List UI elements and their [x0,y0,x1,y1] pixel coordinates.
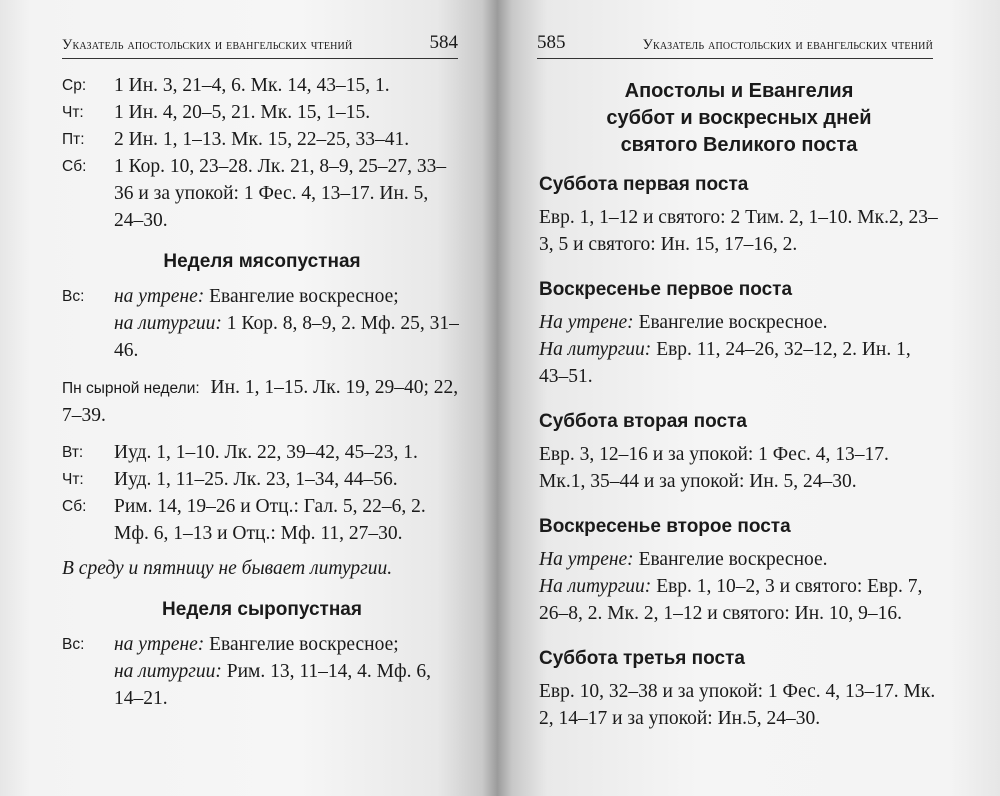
reading-entry [62,126,462,153]
reading-entry [62,99,462,126]
reading-text [114,283,462,364]
morning-label: на утрене: [114,634,205,655]
chapter-title-line2: суббот и воскресных дней [606,107,872,129]
reading-entry [62,72,462,99]
morning-label: на утрене: [114,286,205,307]
sunday-entry [62,283,462,364]
reading-text: Иуд. 1, 11–25. Лк. 23, 1–34, 44–56. [114,469,398,490]
right-content [539,72,939,732]
block-text [539,309,939,390]
reading-text: Рим. 14, 19–26 и Отц.: Гал. 5, 22–6, 2. Мф. 6, 1–13 и Отц.: Мф. 11, 27–30. [114,496,426,544]
day-label: Вт: [62,444,84,461]
day-label: Ср: [62,77,87,94]
reading-entry [62,439,462,466]
reading-body: Ин. 1, 1–15. Лк. 19, 29–40; 22, 7–39. [62,377,459,426]
day-label: Чт: [62,471,84,488]
block-title: Суббота вторая поста [539,411,747,432]
right-page-number: 585 [537,32,566,53]
reading-text [62,374,462,429]
left-header-title: Указатель апостольских и евангельских чтений [62,37,353,53]
right-header-title: Указатель апостольских и евангельских чтений [642,37,933,53]
italic-note: В среду и пятницу не бывает литургии. [62,558,393,579]
reading-entry [62,153,462,234]
section-title-meatfare: Неделя мясопустная [163,251,361,272]
reading-text [114,631,462,712]
liturgy-label: На литургии: [539,576,652,597]
block-title: Суббота третья поста [539,648,745,669]
sunday-entry [62,631,462,712]
left-content [62,72,462,712]
reading-entry [62,493,462,547]
reading-text: 1 Ин. 4, 20–5, 21. Мк. 15, 1–15. [114,102,371,123]
day-label: Сб: [62,158,87,175]
right-running-header [537,28,933,59]
block-text [539,546,939,627]
day-label: Сб: [62,498,87,515]
block-title: Воскресенье второе поста [539,516,791,537]
reading-text: 1 Кор. 10, 23–28. Лк. 21, 8–9, 25–27, 33–36 и за упокой: 1 Фес. 4, 13–17. Ин. 5, 24–30. [114,156,447,231]
morning-text: Евангелие воскресное; [209,286,399,307]
day-label: Пн сырной недели: [62,380,200,397]
morning-label: На утрене: [539,312,634,333]
left-running-header [62,28,458,59]
morning-text: Евангелие воскресное. [638,549,828,570]
liturgy-label: На литургии: [539,339,652,360]
block-title: Воскресенье первое поста [539,279,793,300]
morning-text: Евангелие воскресное. [638,312,828,333]
liturgy-text: 1 Кор. 8, 8–9, 2. Мф. 25, 31–46. [114,313,459,361]
liturgy-label: на литургии: [114,661,222,682]
left-page-number: 584 [429,32,458,53]
reading-text: 2 Ин. 1, 1–13. Мк. 15, 22–25, 33–41. [114,129,410,150]
morning-label: На утрене: [539,549,634,570]
reading-entry [62,466,462,493]
liturgy-text: Евр. 11, 24–26, 32–12, 2. Ин. 1, 43–51. [539,339,911,387]
reading-entry [62,374,462,429]
block-text: Евр. 3, 12–16 и за упокой: 1 Фес. 4, 13–17. Мк.1, 35–44 и за упокой: Ин. 5, 24–30. [539,444,889,492]
chapter-title-line1: Апостолы и Евангелия [624,80,854,102]
block-text: Евр. 1, 1–12 и святого: 2 Тим. 2, 1–10. Мк.2, 23–3, 5 и святого: Ин. 15, 17–16, 2. [539,207,938,255]
day-label: Пт: [62,131,85,148]
morning-text: Евангелие воскресное; [209,634,399,655]
chapter-title [539,78,939,159]
chapter-title-line3: святого Великого поста [620,134,858,156]
day-label: Вс: [62,288,85,305]
block-text: Евр. 10, 32–38 и за упокой: 1 Фес. 4, 13–17. Мк. 2, 14–17 и за упокой: Ин.5, 24–30. [539,681,936,729]
block-title: Суббота первая поста [539,174,749,195]
right-page [497,0,1000,796]
left-page [0,0,497,796]
day-label: Вс: [62,636,85,653]
reading-text: 1 Ин. 3, 21–4, 6. Мк. 14, 43–15, 1. [114,75,390,96]
section-title-cheesefare: Неделя сыропустная [162,599,362,620]
liturgy-text: Евр. 1, 10–2, 3 и святого: Евр. 7, 26–8, 2. Мк. 2, 1–12 и святого: Ин. 10, 9–16. [539,576,923,624]
liturgy-label: на литургии: [114,313,222,334]
reading-text: Иуд. 1, 1–10. Лк. 22, 39–42, 45–23, 1. [114,442,418,463]
day-label: Чт: [62,104,84,121]
liturgy-text: Рим. 13, 11–14, 4. Мф. 6, 14–21. [114,661,432,709]
